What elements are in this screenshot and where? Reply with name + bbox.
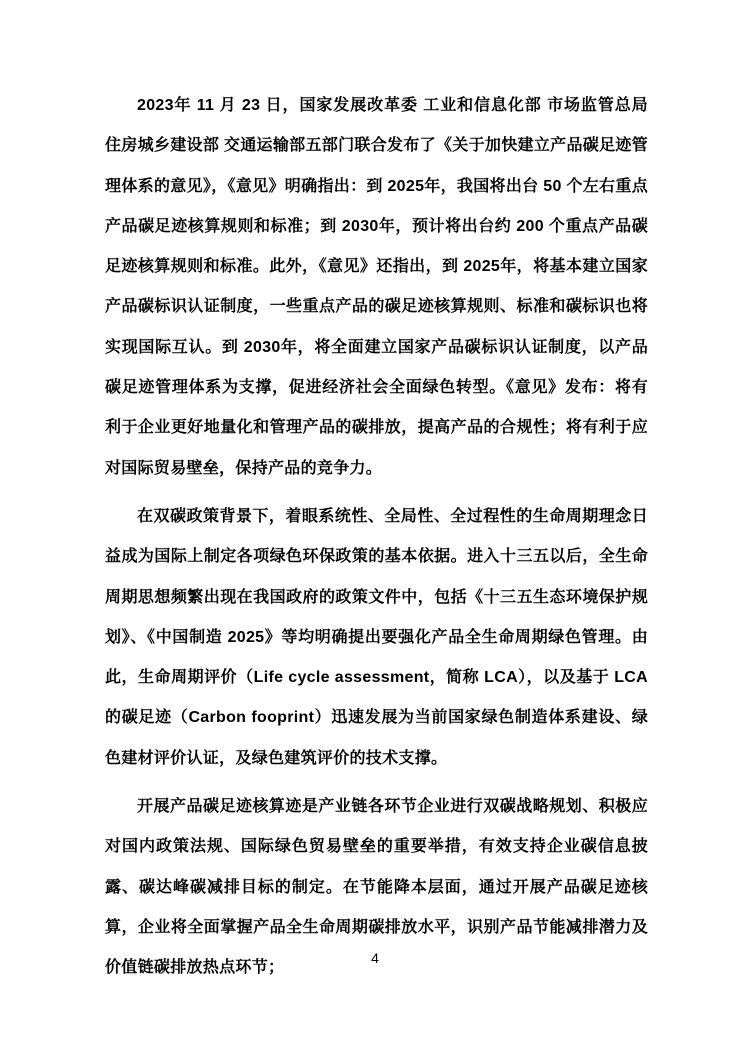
- paragraph-lca-background: 在双碳政策背景下，着眼系统性、全局性、全过程性的生命周期理念日益成为国际上制定各项绿色环保政策的基本依据。进入十三五以后，全生命周期思想频繁出现在我国政府的政策文件中，包括《十三五生态环境保护规划》、《中国制造 2025》等均明确提出要强化产品全生命周期绿色管理。由此，生命周期评价（Life cycle assessment，简称 LCA），以及基于 LCA 的碳足迹（Carbon fooprint）迅速发展为当前国家绿色制造体系建设、绿色建材评价认证，及绿色建筑评价的技术支撑。: [105, 507, 648, 767]
- paragraph-policy-announcement: 2023年 11 月 23 日，国家发展改革委 工业和信息化部 市场监管总局 住房城乡建设部 交通运输部五部门联合发布了《关于加快建立产品碳足迹管理体系的意见》，《意见》明确指出：到 2025年，我国将出台 50 个左右重点产品碳足迹核算规则和标准；到 2030年，预计将出台约 200 个重点产品碳足迹核算规则和标准。此外，《意见》还指出，到 2025年，将基本建立国家产品碳标识认证制度，一些重点产品的碳足迹核算规则、标准和碳标识也将实现国际互认。到 2030年，将全面建立国家产品碳标识认证制度，以产品碳足迹管理体系为支撑，促进经济社会全面绿色转型。《意见》发布：将有利于企业更好地量化和管理产品的碳排放，提高产品的合规性；将有利于应对国际贸易壁垒，保持产品的竞争力。: [105, 97, 648, 477]
- paragraph-carbon-footprint-accounting: 开展产品碳足迹核算迹是产业链各环节企业进行双碳战略规划、积极应对国内政策法规、国际绿色贸易壁垒的重要举措，有效支持企业碳信息披露、碳达峰碳减排目标的制定。在节能降本层面，通过开展产品碳足迹核算，企业将全面掌握产品全生命周期碳排放水平，识别产品节能减排潜力及价值链碳排放热点环节；: [105, 798, 648, 977]
- page-content: [105, 86, 648, 997]
- page-number: 4: [371, 950, 379, 966]
